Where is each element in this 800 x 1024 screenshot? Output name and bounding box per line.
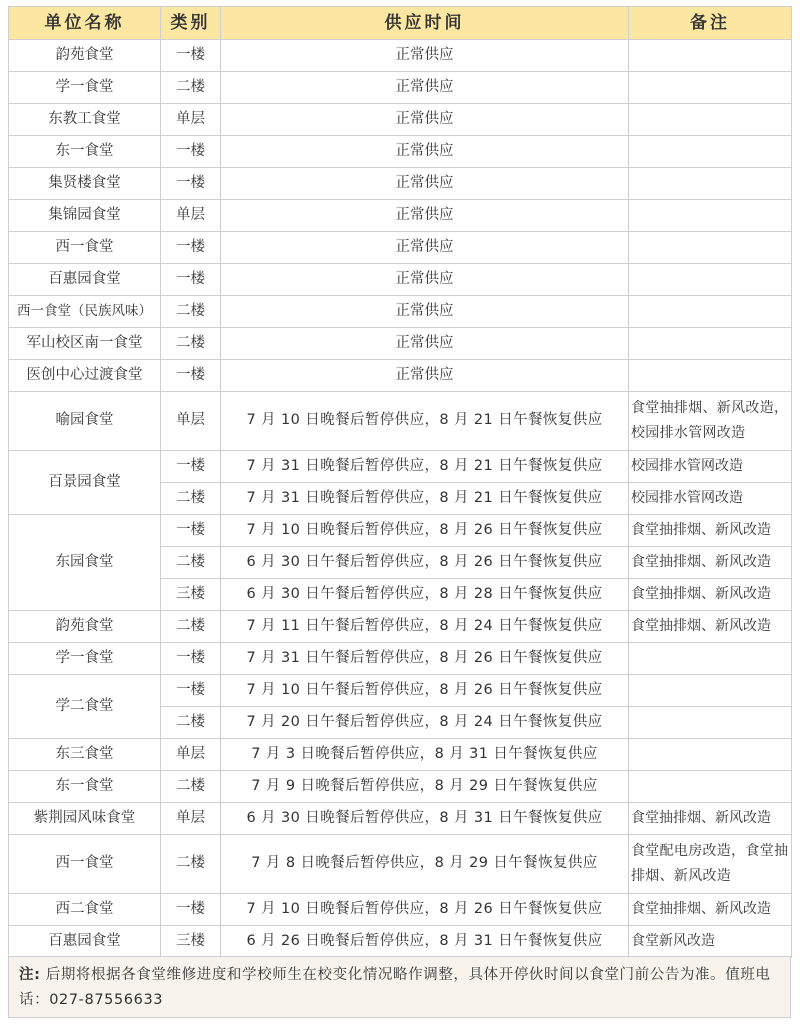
time-cell: 7 月 9 日晚餐后暂停供应，8 月 29 日午餐恢复供应	[221, 771, 629, 803]
time-cell: 7 月 31 日午餐后暂停供应，8 月 26 日午餐恢复供应	[221, 643, 629, 675]
note-cell	[629, 264, 792, 296]
table-row	[9, 136, 792, 168]
unit-cell: 西一食堂	[9, 835, 161, 894]
table-row	[9, 264, 792, 296]
header-row	[9, 7, 792, 40]
type-cell: 二楼	[161, 835, 221, 894]
type-cell: 一楼	[161, 40, 221, 72]
unit-cell: 学一食堂	[9, 643, 161, 675]
time-cell: 正常供应	[221, 360, 629, 392]
table-row	[9, 611, 792, 643]
table-row	[9, 72, 792, 104]
type-cell: 一楼	[161, 894, 221, 926]
time-cell: 7 月 10 日晚餐后暂停供应，8 月 26 日午餐恢复供应	[221, 894, 629, 926]
note-cell: 食堂抽排烟、新风改造，校园排水管网改造	[629, 392, 792, 451]
header-unit: 单位名称	[9, 7, 161, 40]
note-cell: 食堂抽排烟、新风改造	[629, 894, 792, 926]
unit-cell: 紫荆园风味食堂	[9, 803, 161, 835]
unit-cell: 百惠园食堂	[9, 264, 161, 296]
type-cell: 三楼	[161, 926, 221, 958]
time-cell: 6 月 30 日午餐后暂停供应，8 月 28 日午餐恢复供应	[221, 579, 629, 611]
time-cell: 7 月 8 日晚餐后暂停供应，8 月 29 日午餐恢复供应	[221, 835, 629, 894]
table-row	[9, 739, 792, 771]
table-row	[9, 451, 792, 483]
unit-cell: 韵苑食堂	[9, 40, 161, 72]
unit-cell: 百景园食堂	[9, 451, 161, 515]
note-cell	[629, 168, 792, 200]
type-cell: 二楼	[161, 547, 221, 579]
note-cell: 食堂抽排烟、新风改造	[629, 547, 792, 579]
footnote	[8, 956, 791, 1018]
table-row	[9, 643, 792, 675]
type-cell: 一楼	[161, 136, 221, 168]
note-cell: 食堂新风改造	[629, 926, 792, 958]
type-cell: 单层	[161, 739, 221, 771]
table-row	[9, 515, 792, 547]
unit-cell: 西一食堂（民族风味）	[9, 296, 161, 328]
unit-cell: 学二食堂	[9, 675, 161, 739]
table-row	[9, 296, 792, 328]
note-cell: 食堂抽排烟、新风改造	[629, 515, 792, 547]
time-cell: 7 月 10 日午餐后暂停供应，8 月 26 日午餐恢复供应	[221, 675, 629, 707]
note-cell	[629, 136, 792, 168]
note-cell: 食堂抽排烟、新风改造	[629, 803, 792, 835]
type-cell: 单层	[161, 200, 221, 232]
time-cell: 7 月 3 日晚餐后暂停供应，8 月 31 日午餐恢复供应	[221, 739, 629, 771]
note-cell	[629, 739, 792, 771]
note-cell	[629, 643, 792, 675]
type-cell: 单层	[161, 803, 221, 835]
type-cell: 二楼	[161, 771, 221, 803]
time-cell: 7 月 20 日午餐后暂停供应，8 月 24 日午餐恢复供应	[221, 707, 629, 739]
table-row	[9, 104, 792, 136]
note-cell	[629, 771, 792, 803]
type-cell: 一楼	[161, 360, 221, 392]
table-row	[9, 835, 792, 894]
note-cell	[629, 360, 792, 392]
footnote-label: 注:	[19, 967, 41, 983]
time-cell: 7 月 11 日午餐后暂停供应，8 月 24 日午餐恢复供应	[221, 611, 629, 643]
table-row	[9, 200, 792, 232]
header-type: 类别	[161, 7, 221, 40]
unit-cell: 学一食堂	[9, 72, 161, 104]
note-cell: 校园排水管网改造	[629, 451, 792, 483]
time-cell: 正常供应	[221, 264, 629, 296]
time-cell: 6 月 30 日午餐后暂停供应，8 月 26 日午餐恢复供应	[221, 547, 629, 579]
note-cell: 食堂配电房改造，食堂抽排烟、新风改造	[629, 835, 792, 894]
note-cell	[629, 232, 792, 264]
time-cell: 6 月 26 日晚餐后暂停供应，8 月 31 日午餐恢复供应	[221, 926, 629, 958]
unit-cell: 东三食堂	[9, 739, 161, 771]
note-cell	[629, 707, 792, 739]
unit-cell: 医创中心过渡食堂	[9, 360, 161, 392]
table-row	[9, 168, 792, 200]
type-cell: 一楼	[161, 515, 221, 547]
table-row	[9, 328, 792, 360]
unit-cell: 西一食堂	[9, 232, 161, 264]
time-cell: 正常供应	[221, 328, 629, 360]
time-cell: 6 月 30 日晚餐后暂停供应，8 月 31 日午餐恢复供应	[221, 803, 629, 835]
unit-cell: 集锦园食堂	[9, 200, 161, 232]
type-cell: 一楼	[161, 451, 221, 483]
type-cell: 一楼	[161, 264, 221, 296]
unit-cell: 东园食堂	[9, 515, 161, 611]
table-row	[9, 803, 792, 835]
note-cell	[629, 328, 792, 360]
type-cell: 一楼	[161, 643, 221, 675]
unit-cell: 集贤楼食堂	[9, 168, 161, 200]
table-row	[9, 926, 792, 958]
footnote-text: 后期将根据各食堂维修进度和学校师生在校变化情况略作调整，具体开停伙时间以食堂门前公告为准。值班电话：027-87556633	[19, 967, 771, 1008]
note-cell	[629, 200, 792, 232]
canteen-schedule	[8, 6, 791, 958]
time-cell: 7 月 10 日晚餐后暂停供应，8 月 26 日午餐恢复供应	[221, 515, 629, 547]
type-cell: 单层	[161, 104, 221, 136]
time-cell: 正常供应	[221, 136, 629, 168]
note-cell	[629, 104, 792, 136]
note-cell: 食堂抽排烟、新风改造	[629, 611, 792, 643]
note-cell: 校园排水管网改造	[629, 483, 792, 515]
time-cell: 正常供应	[221, 40, 629, 72]
type-cell: 二楼	[161, 328, 221, 360]
unit-cell: 东一食堂	[9, 136, 161, 168]
unit-cell: 东教工食堂	[9, 104, 161, 136]
table-row	[9, 40, 792, 72]
time-cell: 7 月 10 日晚餐后暂停供应，8 月 21 日午餐恢复供应	[221, 392, 629, 451]
unit-cell: 军山校区南一食堂	[9, 328, 161, 360]
note-cell	[629, 296, 792, 328]
note-cell: 食堂抽排烟、新风改造	[629, 579, 792, 611]
type-cell: 二楼	[161, 483, 221, 515]
note-cell	[629, 675, 792, 707]
time-cell: 正常供应	[221, 168, 629, 200]
type-cell: 一楼	[161, 232, 221, 264]
unit-cell: 韵苑食堂	[9, 611, 161, 643]
table-row	[9, 232, 792, 264]
table-row	[9, 360, 792, 392]
unit-cell: 东一食堂	[9, 771, 161, 803]
table-row	[9, 675, 792, 707]
time-cell: 正常供应	[221, 72, 629, 104]
table-row	[9, 771, 792, 803]
schedule-table	[8, 6, 792, 958]
type-cell: 三楼	[161, 579, 221, 611]
note-cell	[629, 40, 792, 72]
header-time: 供应时间	[221, 7, 629, 40]
note-cell	[629, 72, 792, 104]
type-cell: 一楼	[161, 168, 221, 200]
unit-cell: 西二食堂	[9, 894, 161, 926]
time-cell: 正常供应	[221, 104, 629, 136]
time-cell: 正常供应	[221, 296, 629, 328]
type-cell: 二楼	[161, 72, 221, 104]
type-cell: 单层	[161, 392, 221, 451]
time-cell: 7 月 31 日晚餐后暂停供应，8 月 21 日午餐恢复供应	[221, 451, 629, 483]
time-cell: 正常供应	[221, 232, 629, 264]
time-cell: 正常供应	[221, 200, 629, 232]
type-cell: 一楼	[161, 675, 221, 707]
unit-cell: 喻园食堂	[9, 392, 161, 451]
header-note: 备注	[629, 7, 792, 40]
type-cell: 二楼	[161, 611, 221, 643]
table-row	[9, 894, 792, 926]
type-cell: 二楼	[161, 296, 221, 328]
type-cell: 二楼	[161, 707, 221, 739]
unit-cell: 百惠园食堂	[9, 926, 161, 958]
table-row	[9, 392, 792, 451]
time-cell: 7 月 31 日晚餐后暂停供应，8 月 21 日午餐恢复供应	[221, 483, 629, 515]
